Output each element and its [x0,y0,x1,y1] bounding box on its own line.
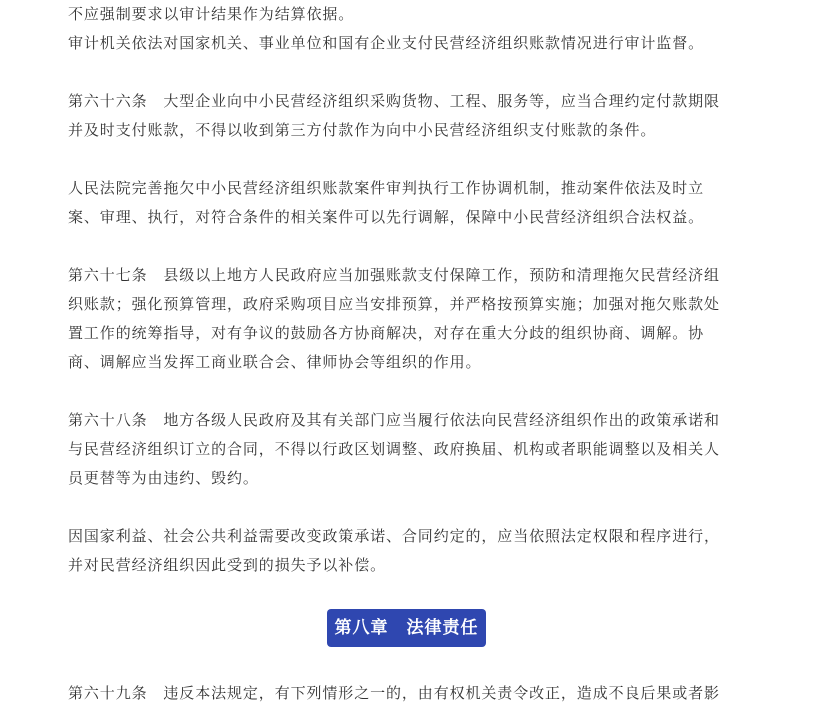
article-68-line: 与民营经济组织订立的合同，不得以行政区划调整、政府换届、机构或者职能调整以及相关人 [68,440,720,458]
law-article-text [68,0,758,708]
article-66-para2-line: 案、审理、执行，对符合条件的相关案件可以先行调解，保障中小民营经济组织合法权益。 [68,208,705,226]
article-66-line: 并及时支付账款，不得以收到第三方付款作为向中小民营经济组织支付账款的条件。 [68,121,657,139]
paragraph-gap [68,493,758,522]
article-68-para2-line: 因国家利益、社会公共利益需要改变政策承诺、合同约定的，应当依照法定权限和程序进行， [68,527,720,545]
paragraph-gap [68,580,758,609]
text-line: 审计机关依法对国家机关、事业单位和国有企业支付民营经济组织账款情况进行审计监督。 [68,34,705,52]
paragraph-gap [68,377,758,406]
article-67-line: 商、调解应当发挥工商业联合会、律师协会等组织的作用。 [68,353,482,371]
article-68-line: 员更替等为由违约、毁约。 [68,469,259,487]
paragraph-gap [68,145,758,174]
article-66-line: 第六十六条 大型企业向中小民营经济组织采购货物、工程、服务等，应当合理约定付款期限 [68,92,720,110]
paragraph-gap [68,232,758,261]
article-68-line: 第六十八条 地方各级人民政府及其有关部门应当履行依法向民营经济组织作出的政策承诺和 [68,411,720,429]
chapter-8-heading: 第八章 法律责任 [327,609,486,647]
article-66-para2-line: 人民法院完善拖欠中小民营经济组织账款案件审判执行工作协调机制，推动案件依法及时立 [68,179,705,197]
article-67-line: 织账款；强化预算管理，政府采购项目应当安排预算，并严格按预算实施；加强对拖欠账款处 [68,295,720,313]
article-68-para2-line: 并对民营经济组织因此受到的损失予以补偿。 [68,556,387,574]
paragraph-gap [68,58,758,87]
article-69-line: 第六十九条 违反本法规定，有下列情形之一的，由有权机关责令改正，造成不良后果或者影 [68,684,720,702]
article-67-line: 第六十七条 县级以上地方人民政府应当加强账款支付保障工作，预防和清理拖欠民营经济组 [68,266,720,284]
text-line: 不应强制要求以审计结果作为结算依据。 [68,5,355,23]
chapter-heading-wrapper [68,609,758,679]
article-67-line: 置工作的统筹指导，对有争议的鼓励各方协商解决，对存在重大分歧的组织协商、调解。协 [68,324,705,342]
